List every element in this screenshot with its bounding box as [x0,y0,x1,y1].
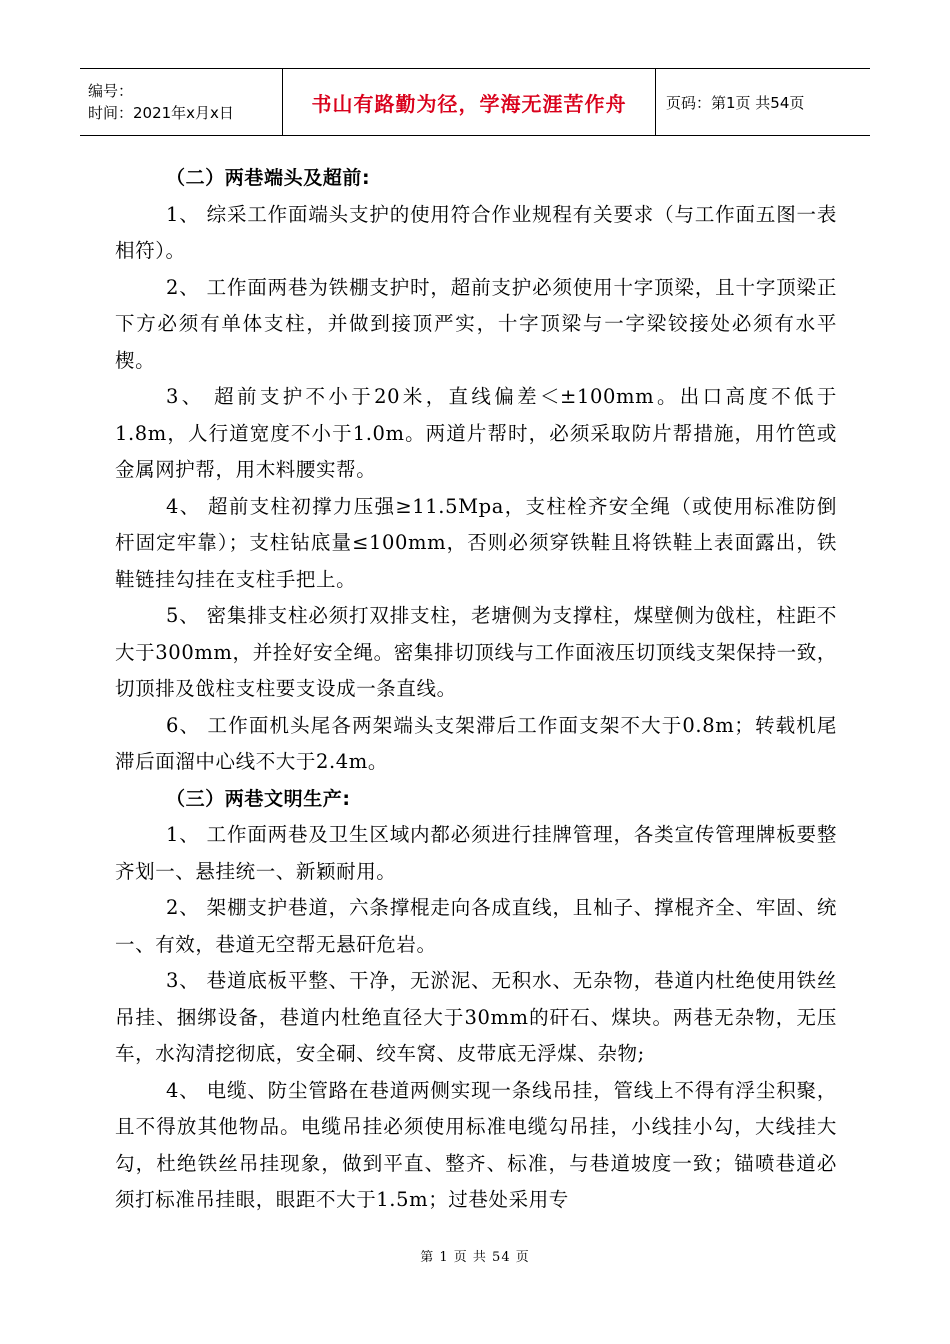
paragraph: 4、 超前支柱初撑力压强≥11.5Mpa，支柱栓齐安全绳（或使用标准防倒杆固定牢靠）；支柱钻底量≤100mm，否则必须穿铁鞋且将铁鞋上表面露出，铁鞋链挂勾挂在支柱手把上。 [115,494,837,591]
number-label: 编号： [88,82,134,100]
page-header [80,68,870,136]
page-code-text: 页码：第1页 共54页 [666,93,805,112]
paragraph: 5、 密集排支柱必须打双排支柱，老塘侧为支撑柱，煤壁侧为戗柱，柱距不大于300mm，并拴好安全绳。密集排切顶线与工作面液压切顶线支架保持一致，切顶排及戗柱支柱要支设成一条直线。 [115,604,837,700]
paragraph: 6、 工作面机头尾各两架端头支架滞后工作面支架不大于0.8m；转载机尾滞后面溜中心线不大于2.4m。 [115,713,837,773]
document-body [115,160,837,1219]
header-motto [282,69,656,135]
paragraph: 2、 工作面两巷为铁棚支护时，超前支护必须使用十字顶梁，且十字顶梁正下方必须有单体支柱，并做到接顶严实，十字顶梁与一字梁铰接处必须有水平楔。 [115,275,837,372]
page-footer [0,1246,950,1265]
paragraph: 4、 电缆、防尘管路在巷道两侧实现一条线吊挂，管线上不得有浮尘积聚，且不得放其他物品。电缆吊挂必须使用标准电缆勾吊挂，小线挂小勾，大线挂大勾，杜绝铁丝吊挂现象，做到平直、整齐、标准，与巷道坡度一致；锚喷巷道必须打标准吊挂眼，眼距不大于1.5m；过巷处采用专 [115,1078,837,1211]
paragraph: 3、 巷道底板平整、干净，无淤泥、无积水、无杂物，巷道内杜绝使用铁丝吊挂、捆绑设备，巷道内杜绝直径大于30mm的矸石、煤块。两巷无杂物，无压车，水沟清挖彻底，安全硐、绞车窝、皮带底无浮煤、杂物; [115,969,837,1065]
footer-page-number: 第 1 页 共 54 页 [420,1250,530,1265]
paragraph: 1、 综采工作面端头支护的使用符合作业规程有关要求（与工作面五图一表相符）。 [115,202,837,262]
paragraph: 1、 工作面两巷及卫生区域内都必须进行挂牌管理，各类宣传管理牌板要整齐划一、悬挂统一、新颖耐用。 [115,823,837,883]
section-heading: （三）两巷文明生产: [166,787,351,810]
header-meta [80,69,282,135]
header-page-code [656,69,870,135]
date-label: 时间：2021年x月x日 [88,104,234,122]
motto-text: 书山有路勤为径，学海无涯苦作舟 [311,91,627,116]
section-heading: （二）两巷端头及超前: [166,167,371,189]
paragraph: 2、 架棚支护巷道，六条撑棍走向各成直线，且杣子、撑棍齐全、牢固、统一、有效，巷道无空帮无悬矸危岩。 [115,896,837,956]
paragraph: 3、 超前支护不小于20米，直线偏差＜±100mm。出口高度不低于1.8m，人行道宽度不小于1.0m。两道片帮时，必须采取防片帮措施，用竹笆或金属网护帮，用木料腰实帮。 [115,385,837,481]
